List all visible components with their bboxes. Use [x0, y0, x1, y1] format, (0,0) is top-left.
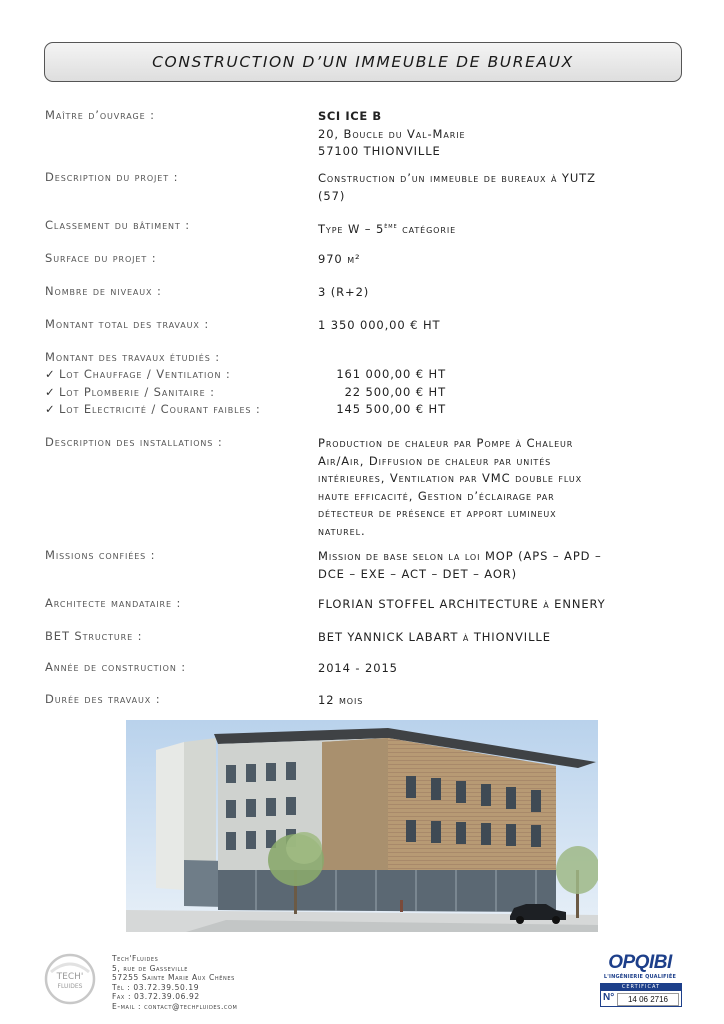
certificate-label: CERTIFICAT	[601, 984, 681, 991]
bet-value: BET YANNICK LABART à THIONVILLE	[318, 630, 551, 644]
lot-name: Lot Electricité / Courant faibles :	[59, 402, 261, 416]
architecte-label: Architecte mandataire :	[45, 596, 182, 610]
client-address-2: 57100 THIONVILLE	[318, 144, 441, 159]
footer-fax: Fax : 03.72.39.06.92	[112, 992, 200, 1002]
description-line-1: Construction d’un immeuble de bureaux à YUTZ	[318, 171, 596, 185]
check-icon: ✓	[45, 385, 56, 399]
description-value	[318, 170, 684, 205]
footer-contact	[112, 954, 237, 1012]
niveaux-value: 3 (R+2)	[318, 285, 370, 299]
installations-line: détecteur de présence et apport lumineux	[318, 506, 557, 521]
logo-text-2: FLUIDES	[57, 983, 83, 990]
maitre-ouvrage-value	[318, 108, 684, 161]
lot-name: Lot Chauffage / Ventilation :	[59, 367, 231, 381]
description-line-2: (57)	[318, 188, 346, 203]
lot-value: 145 500,00 € HT	[336, 402, 446, 416]
classement-label: Classement du bâtiment :	[45, 218, 191, 232]
certificate-n: N°	[603, 992, 615, 1003]
footer-email[interactable]: E-mail : contact@techfluides.com	[112, 1001, 238, 1011]
annee-value: 2014 - 2015	[318, 661, 398, 675]
client-name: SCI ICE B	[318, 109, 382, 123]
installations-label: Description des installations :	[45, 435, 223, 449]
missions-value	[318, 548, 684, 583]
lot-label	[45, 367, 231, 381]
lot-label	[45, 385, 215, 399]
bet-label: BET Structure :	[45, 629, 143, 643]
classement-sup: ème	[384, 222, 398, 230]
classement-suffix: catégorie	[397, 221, 457, 236]
missions-line-1: Mission de base selon la loi MOP (APS – APD –	[318, 549, 602, 563]
montant-total-label: Montant total des travaux :	[45, 317, 210, 331]
opqibi-tagline: L'INGÉNIERIE QUALIFIÉE	[603, 974, 677, 980]
description-label: Description du projet :	[45, 170, 179, 184]
installations-value	[318, 435, 684, 541]
techfluides-logo	[43, 952, 97, 1006]
niveaux-label: Nombre de niveaux :	[45, 284, 162, 298]
footer-tel: Tél : 03.72.39.50.19	[112, 982, 200, 992]
footer-company: Tech'Fluides	[112, 954, 159, 963]
check-icon: ✓	[45, 367, 56, 381]
certificate-box	[600, 983, 682, 1007]
page-title-box	[44, 42, 682, 82]
footer-address-1: 5, rue de Gasseville	[112, 963, 188, 973]
lot-label	[45, 402, 261, 416]
classement-prefix: Type W – 5	[318, 221, 385, 236]
annee-label: Année de construction :	[45, 660, 187, 674]
duree-value: 12 mois	[318, 693, 364, 707]
building-rendering-image	[126, 720, 598, 932]
page-title: CONSTRUCTION D’UN IMMEUBLE DE BUREAUX	[152, 53, 574, 71]
installations-line: Air/Air, Diffusion de chaleur par unités	[318, 453, 552, 468]
surface-value: 970 m²	[318, 252, 361, 266]
installations-line: intérieures, Ventilation par VMC double flux	[318, 471, 582, 486]
lot-value: 22 500,00 € HT	[344, 385, 446, 399]
duree-label: Durée des travaux :	[45, 692, 161, 706]
lot-value: 161 000,00 € HT	[336, 367, 446, 381]
architecte-value: FLORIAN STOFFEL ARCHITECTURE à ENNERY	[318, 597, 606, 611]
installations-line: haute efficacité, Gestion d’éclairage par	[318, 488, 555, 503]
installations-line: Production de chaleur par Pompe à Chaleur	[318, 436, 574, 450]
lot-name: Lot Plomberie / Sanitaire :	[59, 385, 215, 399]
installations-line: naturel.	[318, 523, 366, 538]
opqibi-brand: OPQIBI	[608, 952, 672, 973]
classement-value	[318, 218, 684, 238]
missions-line-2: DCE – EXE – ACT – DET – AOR)	[318, 566, 518, 581]
maitre-ouvrage-label: Maître d’ouvrage :	[45, 108, 155, 122]
certificate-number: 14 06 2716	[617, 993, 679, 1006]
logo-text-1: TECH'	[56, 972, 84, 982]
check-icon: ✓	[45, 402, 56, 416]
surface-label: Surface du projet :	[45, 251, 157, 265]
montant-etudies-label: Montant des travaux étudiés :	[45, 350, 221, 364]
missions-label: Missions confiées :	[45, 548, 156, 562]
client-address-1: 20, Boucle du Val-Marie	[318, 126, 466, 141]
opqibi-certification-logo	[598, 952, 682, 1008]
montant-total-value: 1 350 000,00 € HT	[318, 318, 441, 332]
footer-address-2: 57255 Sainte Marie Aux Chênes	[112, 973, 235, 983]
